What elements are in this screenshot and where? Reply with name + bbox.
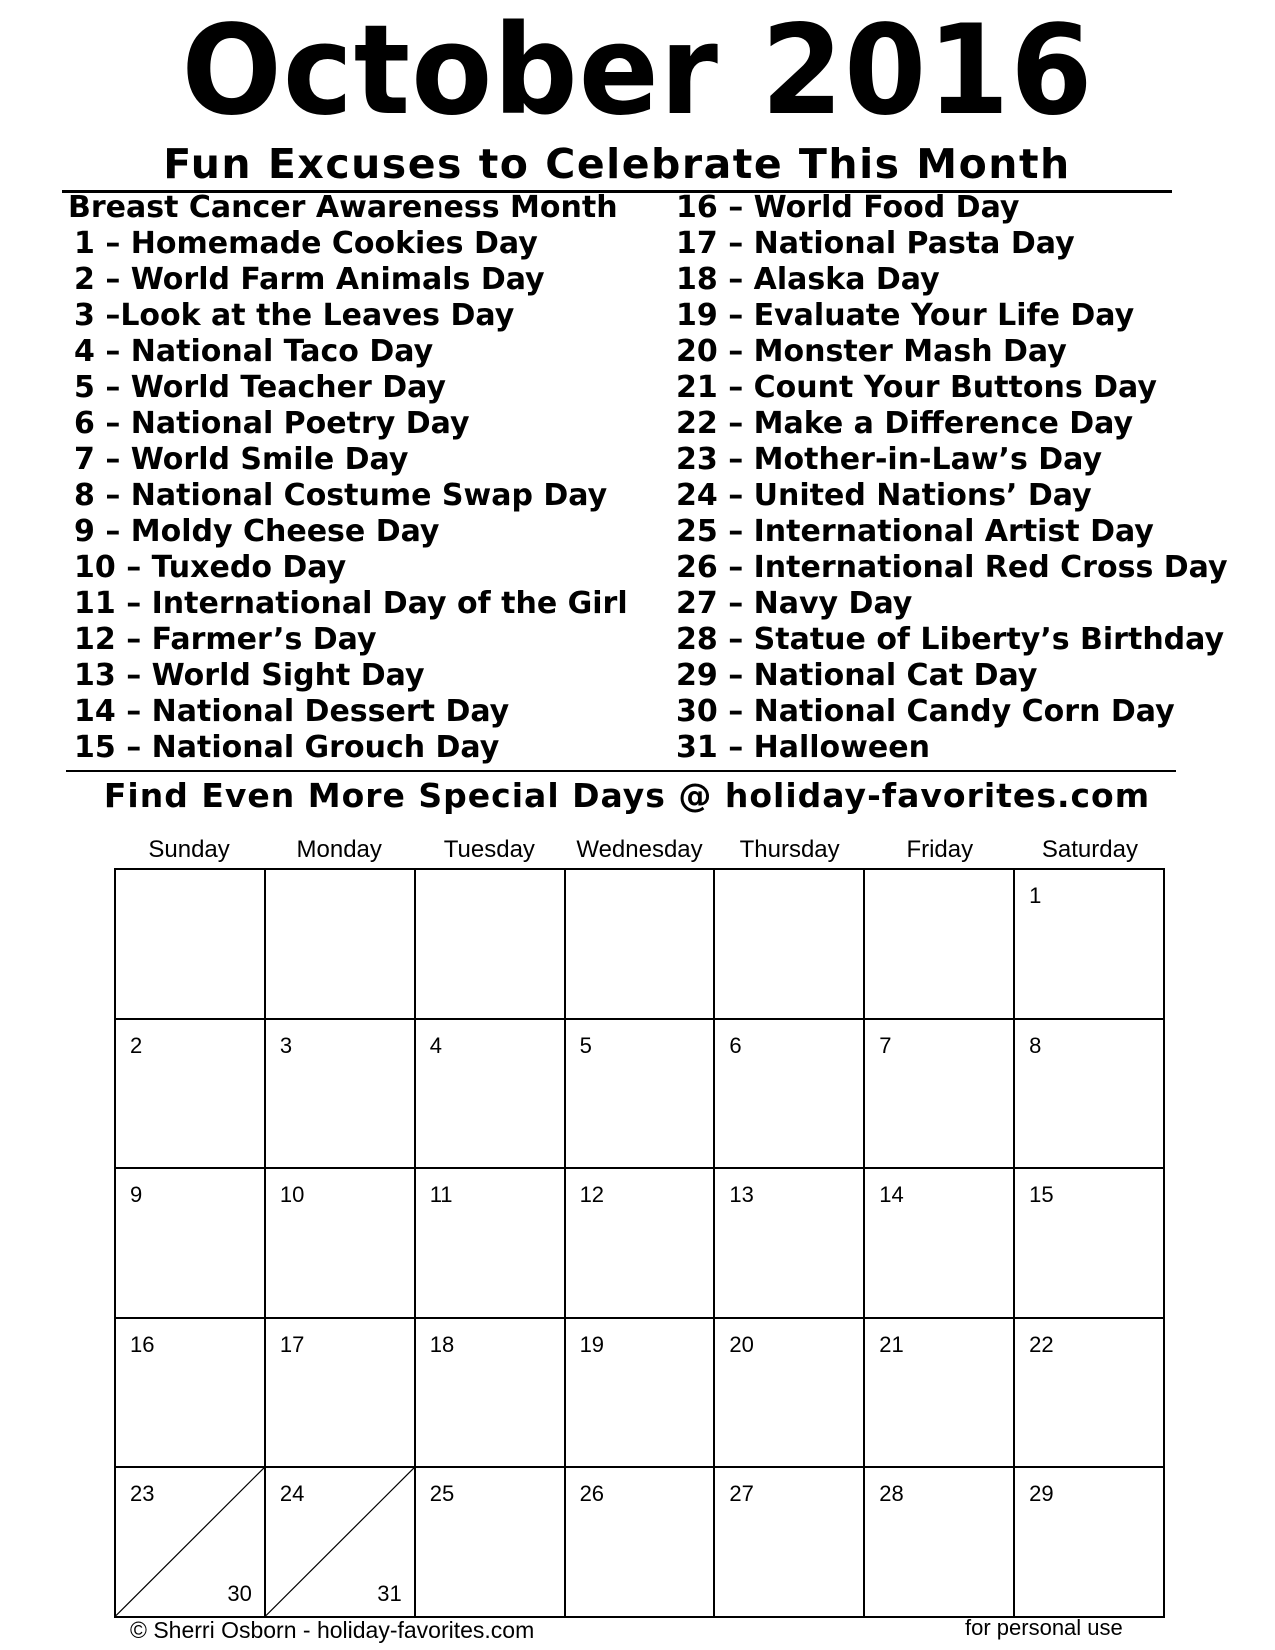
special-day-item: 4 – National Taco Day [74,334,434,369]
calendar-day-cell[interactable] [116,870,266,1020]
weekday-label: Monday [296,836,382,863]
calendar-day-cell[interactable] [266,870,416,1020]
special-day-item: 17 – National Pasta Day [676,226,1075,261]
day-number: 11 [429,1182,453,1208]
calendar-day-cell[interactable] [715,1319,865,1469]
special-day-item: 28 – Statue of Liberty’s Birthday [676,622,1225,657]
special-day-item: 7 – World Smile Day [74,442,409,477]
special-day-item: 29 – National Cat Day [676,658,1038,693]
calendar-day-cell[interactable] [865,870,1015,1020]
calendar-day-cell[interactable] [1015,1319,1165,1469]
day-number: 23 [130,1481,155,1507]
special-days-list-right [676,190,1228,766]
day-number: 1 [1029,883,1042,908]
calendar-day-cell[interactable] [116,1020,266,1170]
day-number: 29 [1029,1481,1054,1507]
day-number: 14 [879,1182,904,1208]
day-number: 13 [729,1182,754,1208]
special-day-item: 21 – Count Your Buttons Day [676,370,1157,405]
special-day-item: 1 – Homemade Cookies Day [74,226,538,261]
page-subtitle: Fun Excuses to Celebrate This Month [62,140,1172,193]
special-day-item: 10 – Tuxedo Day [74,550,347,585]
special-day-item: 31 – Halloween [676,730,930,765]
calendar-day-cell[interactable] [416,1020,566,1170]
weekday-label: Saturday [1041,836,1138,863]
calendar-day-cell[interactable] [865,1020,1015,1170]
calendar-day-cell[interactable] [116,1319,266,1469]
calendar-day-cell[interactable] [715,1468,865,1618]
day-number: 8 [1029,1032,1042,1058]
split-day-number: 30 [227,1580,252,1606]
special-day-item: 3 –Look at the Leaves Day [74,298,515,333]
day-number: 16 [130,1331,155,1357]
day-number: 18 [429,1331,455,1357]
special-day-item: 20 – Monster Mash Day [676,334,1067,369]
special-day-item: 12 – Farmer’s Day [74,622,377,657]
calendar-day-cell[interactable] [266,1319,416,1469]
day-number: 25 [429,1481,455,1507]
special-day-item: 16 – World Food Day [676,190,1020,225]
calendar-day-cell[interactable] [116,1468,266,1618]
calendar-day-cell[interactable] [865,1319,1015,1469]
calendar-day-cell[interactable] [266,1468,416,1618]
day-number: 2 [130,1032,143,1058]
calendar-day-cell[interactable] [1015,1020,1165,1170]
calendar-day-cell[interactable] [416,870,566,1020]
day-number: 4 [429,1032,442,1058]
special-day-item: 6 – National Poetry Day [74,406,470,441]
special-day-item: 26 – International Red Cross Day [676,550,1228,585]
special-day-item: 22 – Make a Difference Day [676,406,1134,441]
special-day-item: 8 – National Costume Swap Day [74,478,608,513]
weekday-label: Wednesday [576,836,703,863]
calendar-day-cell[interactable] [1015,870,1165,1020]
special-day-item: 14 – National Dessert Day [74,694,510,729]
day-number: 26 [579,1481,605,1507]
copyright-notice: © Sherri Osborn - holiday-favorites.com [130,1617,535,1643]
day-number: 9 [130,1182,143,1208]
calendar-day-cell[interactable] [566,870,716,1020]
special-day-item: 24 – United Nations’ Day [676,478,1092,513]
special-day-item: 11 – International Day of the Girl [74,586,628,621]
special-days-list-left [68,190,628,766]
calendar-day-cell[interactable] [566,1319,716,1469]
page-title: October 2016 [181,0,1094,143]
calendar-day-cell[interactable] [416,1169,566,1319]
calendar-day-cell[interactable] [1015,1169,1165,1319]
day-number: 6 [729,1032,742,1058]
calendar-day-cell[interactable] [566,1169,716,1319]
special-day-item: 9 – Moldy Cheese Day [74,514,440,549]
calendar-day-cell[interactable] [715,870,865,1020]
special-day-item: 30 – National Candy Corn Day [676,694,1175,729]
divider-line [66,770,1176,772]
calendar-day-cell[interactable] [865,1468,1015,1618]
weekday-label: Thursday [739,836,840,863]
more-days-link[interactable]: Find Even More Special Days @ holiday-favorites.com [103,776,1151,815]
calendar-day-cell[interactable] [1015,1468,1165,1618]
day-number: 15 [1029,1182,1054,1208]
day-number: 19 [579,1331,605,1357]
month-observance: Breast Cancer Awareness Month [68,190,618,225]
calendar-day-cell[interactable] [715,1169,865,1319]
calendar-day-cell[interactable] [416,1319,566,1469]
weekday-label: Tuesday [443,836,535,863]
day-number: 20 [729,1331,754,1357]
special-day-item: 25 – International Artist Day [676,514,1154,549]
day-number: 28 [879,1481,904,1507]
calendar-day-cell[interactable] [266,1020,416,1170]
calendar-day-cell[interactable] [566,1020,716,1170]
special-day-item: 13 – World Sight Day [74,658,425,693]
calendar-day-cell[interactable] [715,1020,865,1170]
calendar-day-cell[interactable] [116,1169,266,1319]
special-day-item: 2 – World Farm Animals Day [74,262,545,297]
usage-notice: for personal use [965,1615,1123,1640]
split-day-number: 31 [377,1580,402,1606]
weekday-label: Sunday [148,836,230,863]
day-number: 21 [879,1331,904,1357]
calendar-day-cell[interactable] [266,1169,416,1319]
weekday-label: Friday [906,836,974,863]
day-number: 10 [279,1182,305,1208]
day-number: 22 [1029,1331,1054,1357]
calendar-day-cell[interactable] [566,1468,716,1618]
calendar-grid [114,868,1165,1618]
day-number: 17 [279,1331,305,1357]
special-day-item: 5 – World Teacher Day [74,370,446,405]
calendar-day-cell[interactable] [416,1468,566,1618]
special-day-item: 18 – Alaska Day [676,262,940,297]
special-day-item: 19 – Evaluate Your Life Day [676,298,1135,333]
special-day-item: 23 – Mother-in-Law’s Day [676,442,1103,477]
day-number: 12 [579,1182,605,1208]
day-number: 5 [579,1032,592,1058]
special-day-item: 15 – National Grouch Day [74,730,500,765]
day-number: 3 [279,1032,293,1058]
day-number: 7 [879,1032,892,1058]
day-number: 24 [279,1481,305,1507]
day-number: 27 [729,1481,754,1507]
special-day-item: 27 – Navy Day [676,586,913,621]
calendar-day-cell[interactable] [865,1169,1015,1319]
